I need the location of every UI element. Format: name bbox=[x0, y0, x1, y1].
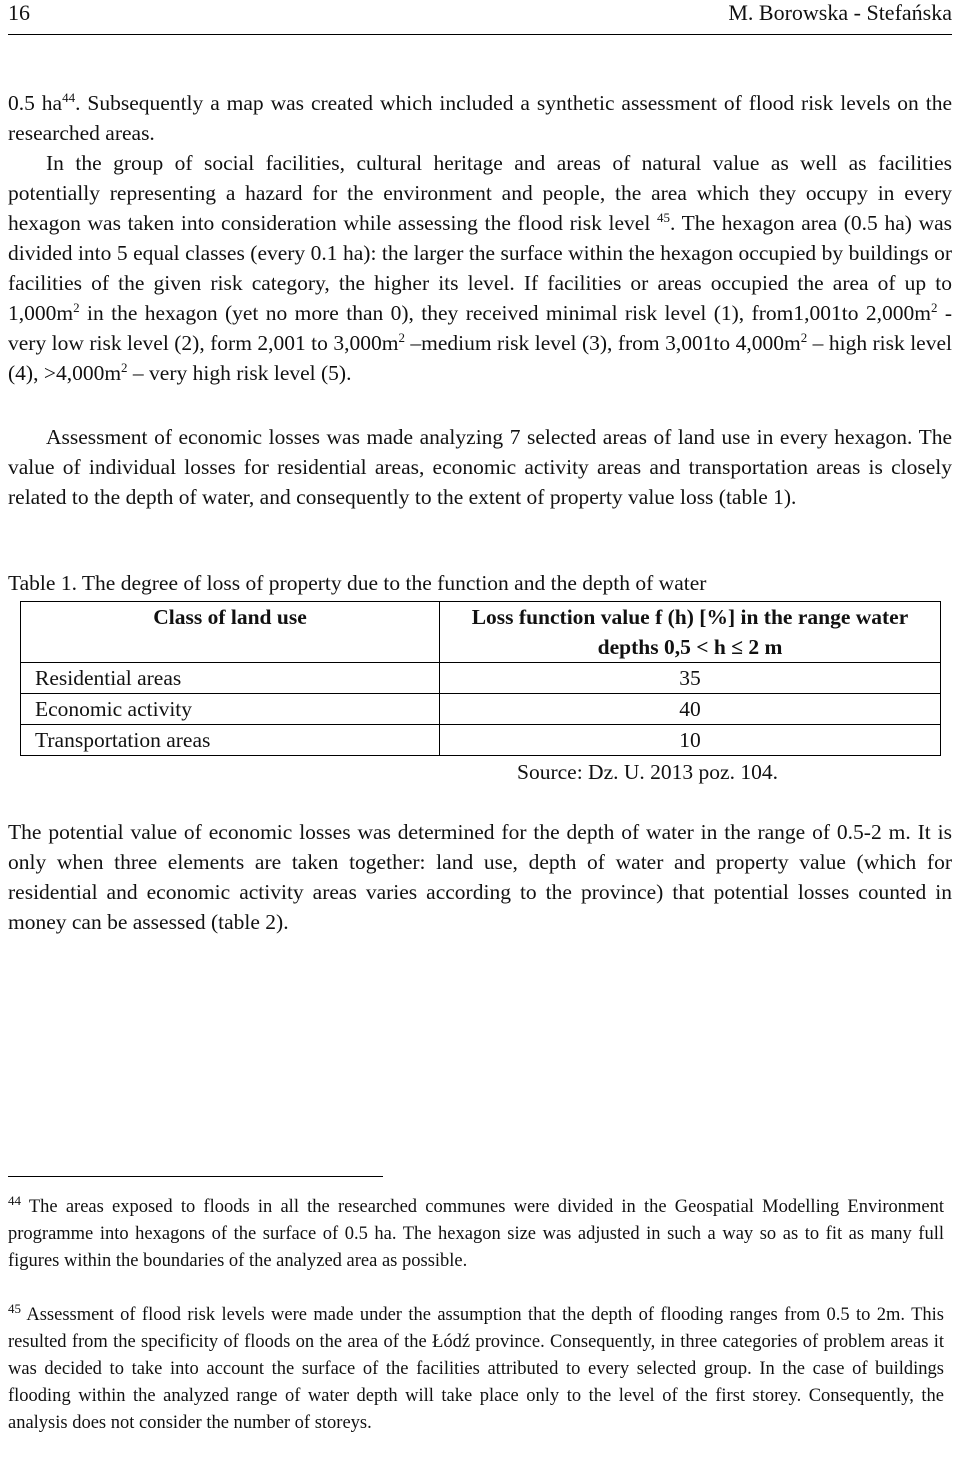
table-caption: Table 1. The degree of loss of property due to the function and the depth of water bbox=[8, 571, 707, 595]
land-use-cell: Residential areas bbox=[21, 663, 440, 694]
superscript-2: 2 bbox=[930, 299, 938, 315]
column-header-loss-function: Loss function value f (h) [%] in the range water depths 0,5 < h ≤ 2 m bbox=[440, 602, 941, 663]
footnote-45-text: Assessment of flood risk levels were made under the assumption that the depth of flooding ranges from 0.5 to 2m. This resulted from the specificity of floods on the area of the Łódź province. Consequently, in three categories of problem areas it was decided to take into account the surface of the facilities attributed to every selected group. In the case of buildings flooding within the analyzed range of water depth will take place only to the level of the first storey. Consequently, the analysis does not consider the number of storeys. bbox=[8, 1305, 944, 1433]
p2-text-c: in the hexagon (yet no more than 0), they received minimal risk level (1), from1,001to 2,000m bbox=[79, 301, 931, 325]
p2-text-f: – high risk level (4), >4,000m bbox=[8, 331, 952, 385]
loss-value-cell: 35 bbox=[440, 663, 941, 694]
p2-text-a: In the group of social facilities, cultural heritage and areas of natural value as well as facilities potentially representing a hazard for the environment and people, the area which they occupy in every hexagon was taken into consideration while assessing the flood risk level bbox=[8, 151, 952, 235]
land-use-cell: Economic activity bbox=[21, 694, 440, 725]
footnote-45 bbox=[8, 1302, 944, 1437]
p2-text-g: – very high risk level (5). bbox=[127, 361, 352, 385]
table-source: Source: Dz. U. 2013 poz. 104. bbox=[517, 760, 778, 784]
land-use-cell: Transportation areas bbox=[21, 725, 440, 756]
loss-table bbox=[20, 601, 941, 756]
paragraph-2 bbox=[8, 148, 952, 388]
page-number: 16 bbox=[8, 0, 30, 25]
p2-text-e: –medium risk level (3), from 3,001to 4,000m bbox=[404, 331, 801, 355]
page-header bbox=[8, 0, 952, 35]
table-row bbox=[21, 663, 941, 694]
footnote-divider bbox=[8, 1176, 383, 1177]
table-header-row bbox=[21, 602, 941, 663]
column-header-land-use: Class of land use bbox=[21, 602, 440, 663]
p2-text-d: - very low risk level (2), form 2,001 to 3,000m bbox=[8, 301, 952, 355]
superscript-2: 2 bbox=[800, 329, 808, 345]
paragraph-3 bbox=[8, 422, 952, 512]
paragraph-1 bbox=[8, 88, 952, 148]
superscript-2: 2 bbox=[73, 299, 80, 315]
footnote-number-45: 45 bbox=[8, 1300, 21, 1316]
table-row bbox=[21, 694, 941, 725]
footnote-44-text: The areas exposed to floods in all the researched communes were divided in the Geospatial Modelling Environment programme into hexagons of the surface of 0.5 ha. The hexagon size was adjusted in such a way so as to fit as many full figures within the boundaries of the analyzed area as possible. bbox=[8, 1197, 944, 1271]
p3-text: Assessment of economic losses was made analyzing 7 selected areas of land use in every hexagon. The value of individual losses for residential areas, economic activity areas and transportation areas is closely related to the depth of water, and consequently to the extent of property value loss (table 1). bbox=[8, 425, 952, 509]
loss-value-cell: 40 bbox=[440, 694, 941, 725]
footnote-number-44: 44 bbox=[8, 1192, 21, 1208]
p1-text-b: . Subsequently a map was created which included a synthetic assessment of flood risk levels on the researched areas. bbox=[8, 91, 952, 145]
p4-text: The potential value of economic losses was determined for the depth of water in the range of 0.5-2 m. It is only when three elements are taken together: land use, depth of water and property value (which for residential and economic activity areas varies according to the province) that potential losses counted in money can be assessed (table 2). bbox=[8, 820, 952, 934]
loss-value-cell: 10 bbox=[440, 725, 941, 756]
p2-text-b: . The hexagon area (0.5 ha) was divided into 5 equal classes (every 0.1 ha): the larger the surface within the hexagon occupied by buildings or facilities of the given risk category, the higher its level. If facilities or areas occupied the area of up to 1,000m bbox=[8, 211, 953, 325]
footnote-ref-45[interactable]: 45 bbox=[657, 209, 670, 225]
table-row bbox=[21, 725, 941, 756]
footnote-44 bbox=[8, 1194, 944, 1275]
p1-text-a: 0.5 ha bbox=[8, 91, 63, 115]
superscript-2: 2 bbox=[398, 329, 405, 345]
superscript-2: 2 bbox=[121, 359, 128, 375]
paragraph-4 bbox=[8, 817, 952, 937]
footnote-ref-44[interactable]: 44 bbox=[62, 89, 76, 105]
running-head: M. Borowska - Stefańska bbox=[728, 0, 952, 25]
